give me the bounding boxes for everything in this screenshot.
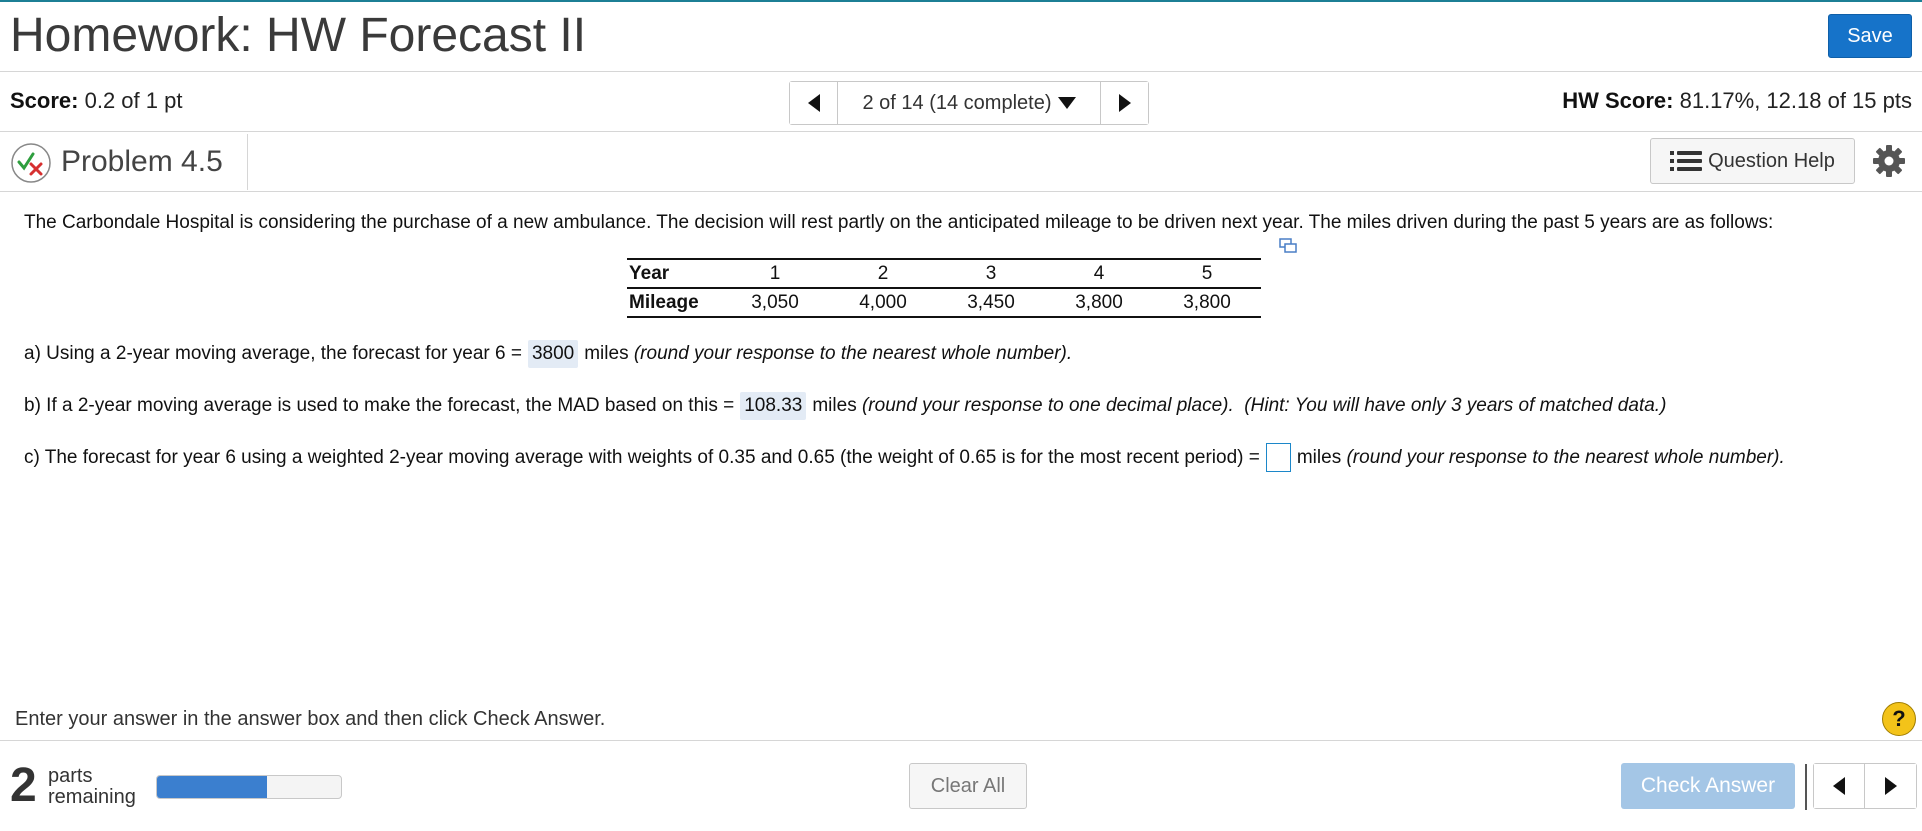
parts-remaining-count: 2 — [10, 759, 37, 812]
year-cell: 1 — [721, 259, 829, 288]
part-c — [24, 443, 1785, 472]
question-intro: The Carbondale Hospital is considering the purchase of a new ambulance. The decision will rest partly on the anticipated mileage to be driven next year. The miles driven during the past 5 years are as follows: — [24, 212, 1774, 233]
footer-next-button[interactable] — [1865, 764, 1916, 808]
part-c-unit: miles — [1296, 446, 1342, 468]
footer-separator — [1805, 764, 1807, 810]
mileage-cell: 3,800 — [1045, 288, 1153, 317]
arrow-left-icon — [1833, 777, 1845, 795]
part-a-answer[interactable]: 3800 — [528, 340, 578, 368]
arrow-left-icon — [808, 94, 820, 112]
score — [10, 88, 182, 114]
part-a-hint: (round your response to the nearest whole number). — [633, 343, 1073, 364]
header — [0, 2, 1922, 72]
question-help-button[interactable] — [1650, 138, 1855, 184]
partially-correct-icon — [10, 142, 52, 184]
year-cell: 3 — [937, 259, 1045, 288]
parts-label-line1: parts — [48, 765, 93, 787]
help-icon[interactable]: ? — [1882, 702, 1916, 736]
check-answer-button[interactable]: Check Answer — [1621, 763, 1795, 809]
parts-remaining-label — [48, 766, 136, 808]
hw-score — [1562, 88, 1912, 114]
score-label: Score: — [10, 88, 79, 113]
part-a-prefix: a) Using a 2-year moving average, the forecast for year 6 = — [24, 343, 522, 364]
score-bar — [0, 72, 1922, 132]
progress-fill — [157, 776, 267, 798]
mileage-cell: 3,050 — [721, 288, 829, 317]
instruction-text: Enter your answer in the answer box and then click Check Answer. — [15, 708, 606, 730]
part-b-unit: miles — [812, 395, 857, 416]
part-c-hint: (round your response to the nearest whole number). — [1346, 446, 1785, 468]
problem-title: Problem 4.5 — [61, 145, 223, 178]
year-cell: 4 — [1045, 259, 1153, 288]
question-position: 2 of 14 (14 complete) — [862, 91, 1052, 114]
mileage-header: Mileage — [627, 288, 721, 317]
list-icon — [1670, 150, 1702, 172]
score-value: 0.2 of 1 pt — [84, 88, 183, 113]
part-b-prefix: b) If a 2-year moving average is used to make the forecast, the MAD based on this = — [24, 395, 735, 416]
problem-bar — [0, 132, 1922, 192]
mileage-row — [627, 288, 1261, 317]
mileage-cell: 4,000 — [829, 288, 937, 317]
mileage-cell: 3,800 — [1153, 288, 1261, 317]
parts-label-line2: remaining — [48, 786, 136, 808]
hw-score-value: 81.17%, 12.18 of 15 pts — [1679, 88, 1912, 113]
part-c-answer-input[interactable] — [1266, 443, 1291, 472]
previous-question-button[interactable] — [790, 82, 838, 124]
copy-table-icon[interactable] — [1279, 238, 1297, 254]
year-header: Year — [627, 259, 721, 288]
part-a-unit: miles — [584, 343, 629, 364]
footer-previous-button[interactable] — [1814, 764, 1865, 808]
question-area — [0, 192, 1922, 712]
hw-score-label: HW Score: — [1562, 88, 1674, 113]
next-question-button[interactable] — [1100, 82, 1148, 124]
divider — [247, 134, 248, 190]
footer-navigator — [1813, 763, 1917, 809]
year-cell: 5 — [1153, 259, 1261, 288]
year-row — [627, 259, 1261, 288]
mileage-cell: 3,450 — [937, 288, 1045, 317]
clear-all-button[interactable]: Clear All — [909, 763, 1027, 809]
gear-icon[interactable] — [1872, 144, 1906, 178]
mileage-table — [627, 258, 1261, 318]
year-cell: 2 — [829, 259, 937, 288]
part-c-prefix: c) The forecast for year 6 using a weighted 2-year moving average with weights of 0.35 and 0.65 (the weight of 0.65 is for the most recent period) = — [24, 446, 1260, 468]
arrow-right-icon — [1119, 94, 1131, 112]
chevron-down-icon — [1058, 97, 1076, 109]
part-a — [24, 340, 1072, 368]
question-select-dropdown[interactable] — [838, 82, 1100, 124]
part-b — [24, 392, 1666, 420]
progress-bar — [156, 775, 342, 799]
part-b-answer[interactable]: 108.33 — [740, 392, 806, 420]
part-b-hint: (round your response to one decimal place). (Hint: You will have only 3 years of matched data.) — [861, 395, 1667, 416]
question-help-label: Question Help — [1708, 149, 1835, 172]
save-button[interactable]: Save — [1828, 14, 1912, 58]
homework-title: Homework: HW Forecast II — [10, 9, 587, 62]
arrow-right-icon — [1885, 777, 1897, 795]
question-navigator — [789, 81, 1149, 125]
footer-divider — [0, 740, 1922, 741]
